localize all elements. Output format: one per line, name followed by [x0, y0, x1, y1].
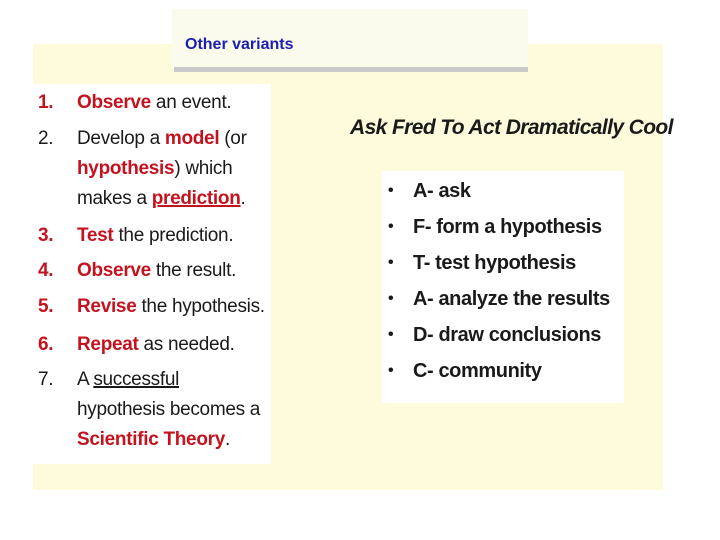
step-rest: the prediction.	[113, 225, 234, 246]
step-1	[38, 88, 270, 118]
step-text	[77, 365, 273, 455]
step-text-part: .	[225, 429, 230, 450]
step-keyword: Revise	[77, 296, 137, 317]
step-number: 3.	[38, 225, 54, 246]
title-underline	[174, 67, 528, 72]
bullet-icon: •	[388, 290, 394, 307]
step-keyword: Observe	[77, 260, 151, 281]
step-text	[77, 88, 273, 118]
step-number: 7.	[38, 369, 54, 390]
step-keyword: prediction	[151, 188, 241, 209]
step-rest: the hypothesis.	[136, 296, 265, 317]
bullet-icon: •	[388, 326, 394, 343]
step-text-part: makes a	[77, 188, 152, 209]
acronym-heading: Ask Fred To Act Dramatically Cool	[350, 116, 673, 139]
step-text	[77, 292, 273, 322]
step-keyword: Test	[77, 225, 114, 246]
step-text	[77, 330, 273, 360]
list-item-text: D- draw conclusions	[413, 324, 601, 346]
step-4	[38, 256, 270, 286]
step-text-part: Develop a	[77, 128, 165, 149]
step-3	[38, 221, 270, 251]
step-number: 4.	[38, 260, 54, 281]
step-number: 5.	[38, 296, 54, 317]
bullet-icon: •	[388, 218, 394, 235]
step-6	[38, 330, 270, 360]
step-number: 6.	[38, 334, 54, 355]
step-underlined-word: successful	[93, 369, 180, 390]
step-text-part: hypothesis becomes a	[77, 399, 261, 420]
step-2	[38, 124, 270, 214]
step-number: 2.	[38, 128, 54, 149]
list-item-text: C- community	[413, 360, 542, 382]
step-keyword: hypothesis	[77, 158, 175, 179]
step-keyword: Scientific Theory	[77, 429, 225, 450]
list-item-text: T- test hypothesis	[413, 252, 576, 274]
step-keyword: model	[164, 128, 220, 149]
step-5	[38, 292, 270, 322]
step-keyword: Observe	[77, 92, 151, 113]
step-rest: as needed.	[138, 334, 235, 355]
bullet-icon: •	[388, 254, 394, 271]
step-text-part: (or	[219, 128, 247, 149]
step-rest: an event.	[150, 92, 232, 113]
step-text-part: A	[77, 369, 94, 390]
step-text	[77, 256, 273, 286]
list-item-text: A- ask	[413, 180, 471, 202]
step-text	[77, 221, 273, 251]
step-7	[38, 365, 270, 455]
step-rest: the result.	[150, 260, 237, 281]
step-number: 1.	[38, 92, 54, 113]
step-text-part: ) which	[174, 158, 233, 179]
step-keyword: Repeat	[77, 334, 139, 355]
bullet-icon: •	[388, 182, 394, 199]
step-text	[77, 124, 273, 214]
page-title: Other variants	[185, 36, 294, 53]
list-item-text: F- form a hypothesis	[413, 216, 602, 238]
step-text-part: .	[240, 188, 246, 209]
list-item-text: A- analyze the results	[413, 288, 610, 310]
bullet-icon: •	[388, 362, 394, 379]
